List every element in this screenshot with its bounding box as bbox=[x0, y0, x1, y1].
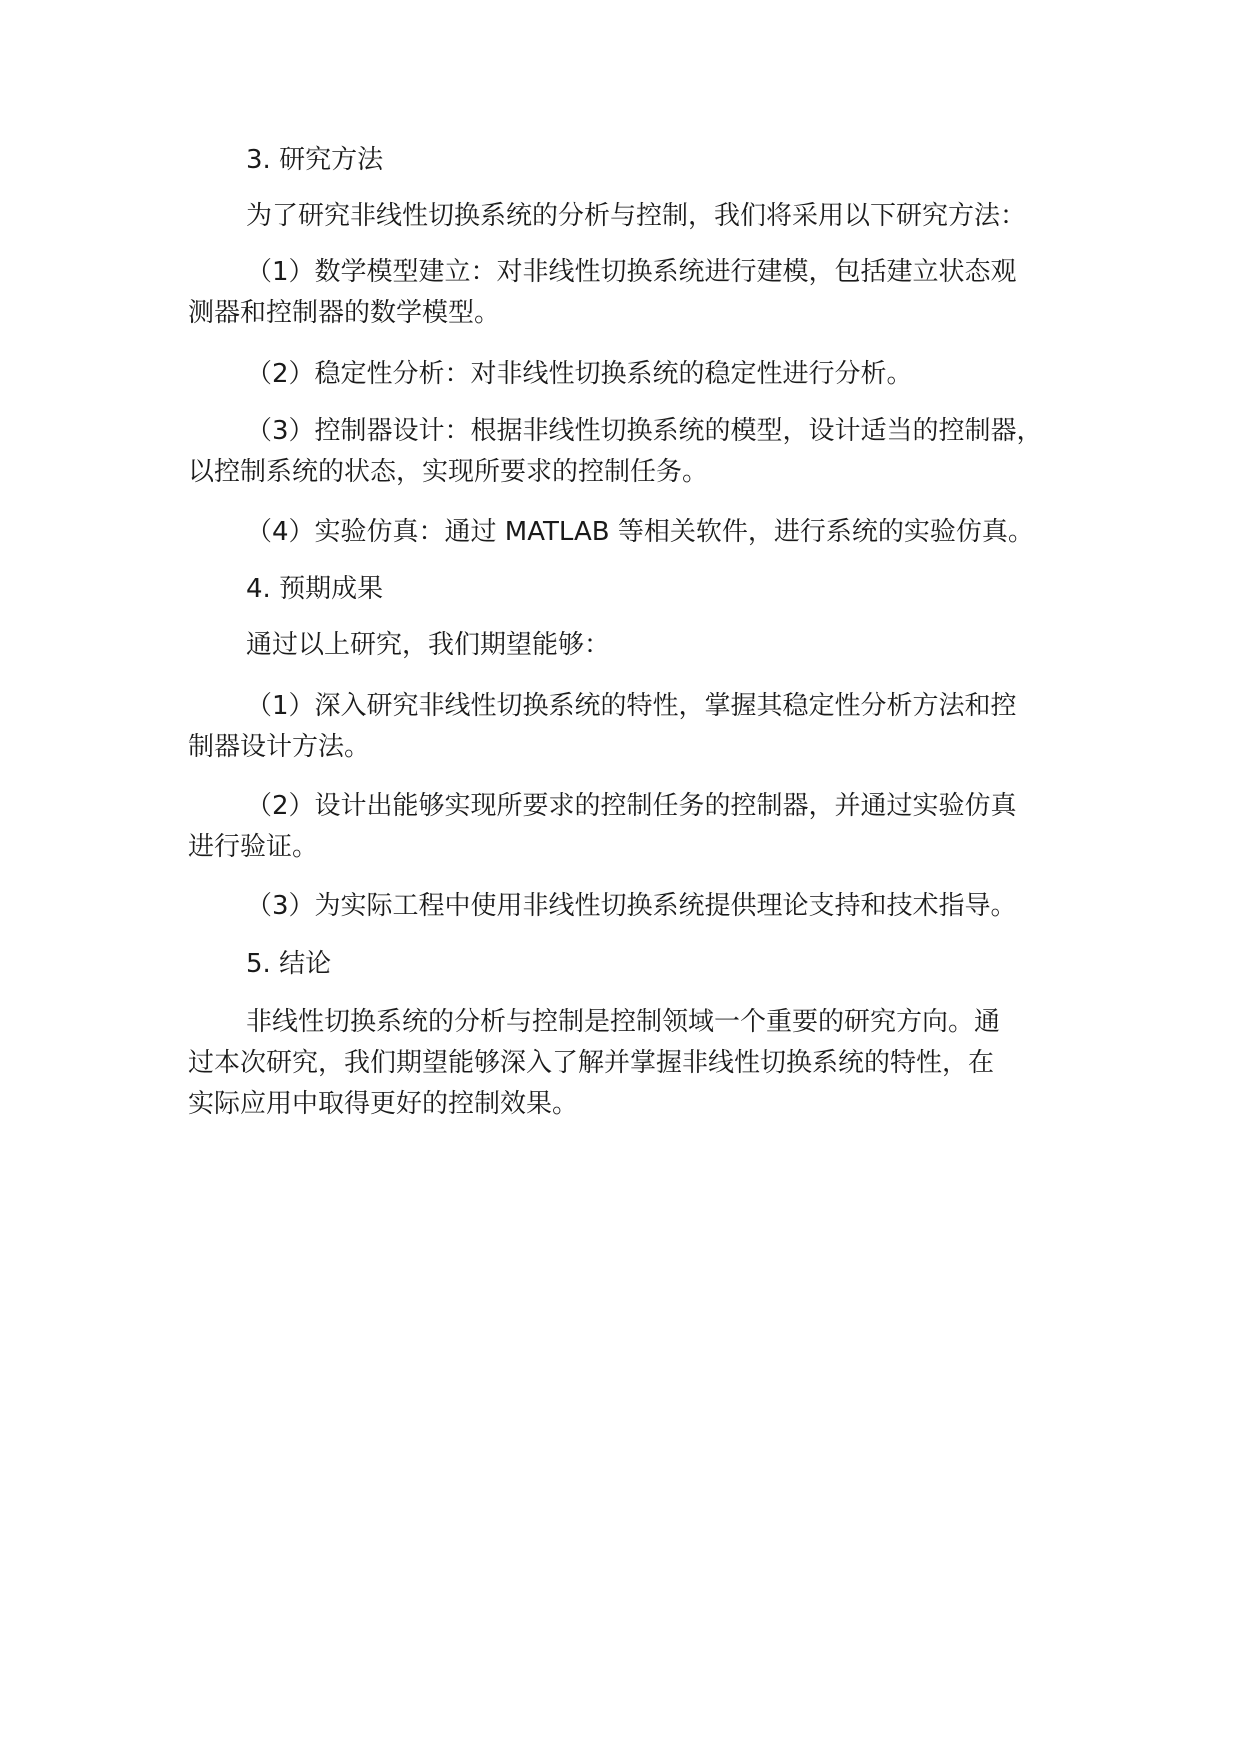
list-item: （1）深入研究非线性切换系统的特性，掌握其稳定性分析方法和控 制器设计方法。 bbox=[188, 691, 1017, 762]
list-item: （3）为实际工程中使用非线性切换系统提供理论支持和技术指导。 bbox=[246, 891, 1017, 921]
section-heading: 3. 研究方法 bbox=[246, 145, 384, 175]
section-heading: 4. 预期成果 bbox=[246, 574, 384, 604]
paragraph: 为了研究非线性切换系统的分析与控制，我们将采用以下研究方法： bbox=[246, 201, 1027, 231]
list-item: （4）实验仿真：通过 MATLAB 等相关软件，进行系统的实验仿真。 bbox=[246, 517, 1034, 547]
section-heading: 5. 结论 bbox=[246, 949, 332, 979]
list-item: （2）设计出能够实现所要求的控制任务的控制器，并通过实验仿真 进行验证。 bbox=[188, 791, 1017, 862]
list-item: （2）稳定性分析：对非线性切换系统的稳定性进行分析。 bbox=[246, 359, 913, 389]
paragraph: 非线性切换系统的分析与控制是控制领域一个重要的研究方向。通 过本次研究，我们期望能够深入了解并掌握非线性切换系统的特性，在 实际应用中取得更好的控制效果。 bbox=[188, 1007, 1001, 1119]
paragraph: 通过以上研究，我们期望能够： bbox=[246, 630, 611, 660]
list-item: （1）数学模型建立：对非线性切换系统进行建模，包括建立状态观 测器和控制器的数学模型。 bbox=[188, 257, 1017, 328]
list-item: （3）控制器设计：根据非线性切换系统的模型，设计适当的控制器， 以控制系统的状态，实现所要求的控制任务。 bbox=[188, 416, 1043, 487]
